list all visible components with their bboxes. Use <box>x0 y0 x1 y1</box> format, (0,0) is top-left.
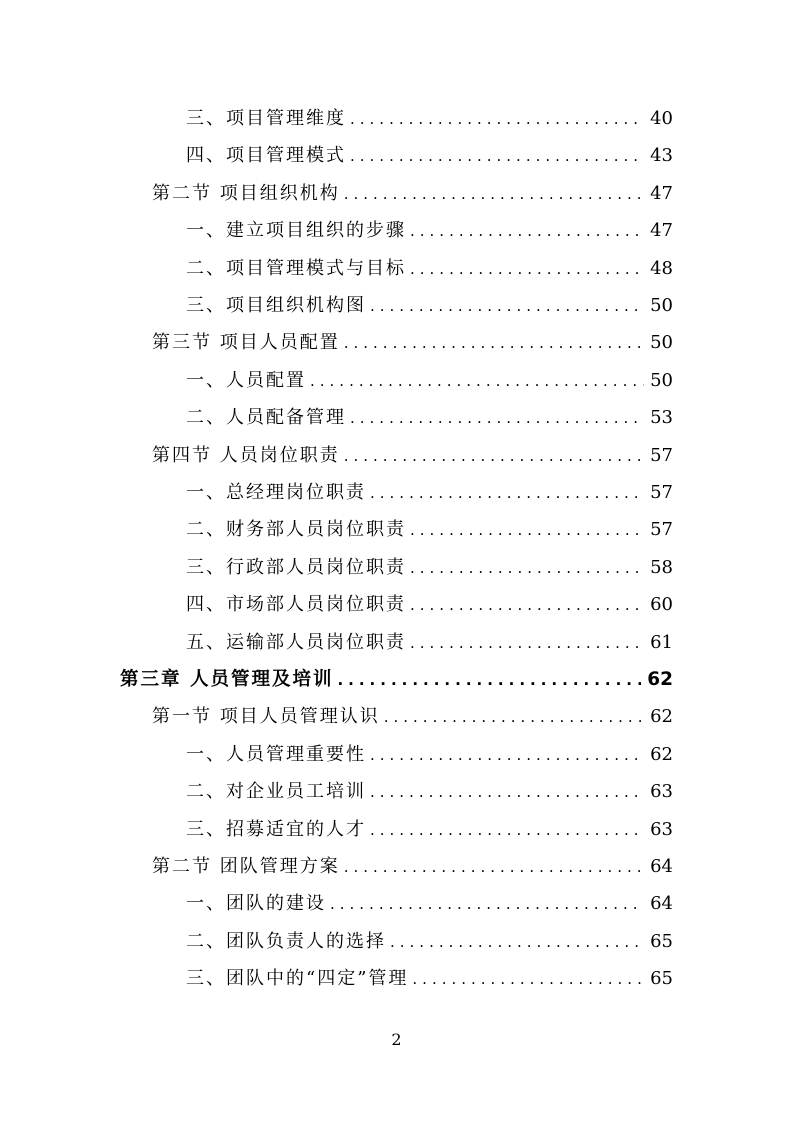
dot-leader <box>410 628 644 658</box>
toc-entry-label: 三、团队中的“四定”管理 <box>186 968 409 990</box>
toc-subsection-entry[interactable] <box>186 964 673 994</box>
toc-entry-label: 第二节 团队管理方案 <box>152 856 340 877</box>
dot-leader <box>310 366 644 396</box>
toc-entry-label: 一、人员配置 <box>186 369 306 391</box>
toc-entry-page-number: 53 <box>650 407 673 429</box>
toc-entry-page-number: 65 <box>650 930 673 952</box>
dot-leader <box>370 291 644 321</box>
toc-entry-label: 四、市场部人员岗位职责 <box>186 594 406 616</box>
toc-entry-page-number: 64 <box>650 856 673 877</box>
toc-entry-label: 四、项目管理模式 <box>186 145 346 167</box>
toc-entry-label: 一、建立项目组织的步骤 <box>186 220 406 242</box>
dot-leader <box>410 515 644 545</box>
toc-entry-label: 三、行政部人员岗位职责 <box>186 556 406 578</box>
toc-chapter-entry[interactable] <box>120 665 673 695</box>
dot-leader <box>350 141 644 171</box>
toc-subsection-entry[interactable] <box>186 291 673 321</box>
toc-entry-page-number: 47 <box>650 220 673 242</box>
dot-leader <box>370 740 644 770</box>
dot-leader <box>384 702 644 732</box>
toc-subsection-entry[interactable] <box>186 254 673 284</box>
toc-entry-page-number: 60 <box>650 594 673 616</box>
toc-entry-page-number: 50 <box>650 369 673 391</box>
dot-leader <box>330 889 644 919</box>
dot-leader <box>410 553 644 583</box>
toc-entry-label: 三、项目组织机构图 <box>186 295 366 316</box>
toc-entry-label: 五、运输部人员岗位职责 <box>186 631 406 653</box>
toc-entry-label: 第三节 项目人员配置 <box>152 332 340 354</box>
toc-entry-page-number: 62 <box>650 706 673 728</box>
toc-entry-page-number: 57 <box>650 519 673 541</box>
toc-entry-page-number: 58 <box>650 556 673 578</box>
toc-entry-label: 一、总经理岗位职责 <box>186 482 366 503</box>
toc-subsection-entry[interactable] <box>186 740 673 770</box>
toc-entry-page-number: 50 <box>650 332 673 354</box>
toc-entry-label: 二、对企业员工培训 <box>186 781 366 803</box>
toc-subsection-entry[interactable] <box>186 366 673 396</box>
toc-entry-label: 一、团队的建设 <box>186 893 326 915</box>
toc-entry-page-number: 47 <box>650 182 673 204</box>
toc-entry-label: 二、项目管理模式与目标 <box>186 257 406 279</box>
toc-entry-label: 二、财务部人员岗位职责 <box>186 519 406 541</box>
toc-subsection-entry[interactable] <box>186 628 673 658</box>
toc-entry-page-number: 48 <box>650 257 673 279</box>
toc-subsection-entry[interactable] <box>186 515 673 545</box>
toc-entry-label: 第四节 人员岗位职责 <box>152 444 340 466</box>
toc-entry-page-number: 64 <box>650 893 673 915</box>
toc-subsection-entry[interactable] <box>186 104 673 134</box>
toc-subsection-entry[interactable] <box>186 590 673 620</box>
toc-entry-label: 二、人员配备管理 <box>186 407 346 429</box>
toc-entry-page-number: 40 <box>650 108 673 129</box>
page-number: 2 <box>391 1030 402 1049</box>
toc-entry-label: 三、项目管理维度 <box>186 108 346 129</box>
toc-entry-page-number: 57 <box>650 444 673 466</box>
toc-subsection-entry[interactable] <box>186 141 673 171</box>
toc-entry-label: 一、人员管理重要性 <box>186 743 366 765</box>
toc-entry-page-number: 62 <box>647 669 673 690</box>
toc-entry-label: 第三章 人员管理及培训 <box>120 669 334 690</box>
dot-leader <box>350 104 644 134</box>
toc-entry-page-number: 43 <box>650 145 673 167</box>
toc-subsection-entry[interactable] <box>186 927 673 957</box>
toc-section-entry[interactable] <box>152 179 673 209</box>
dot-leader <box>344 441 644 471</box>
dot-leader <box>410 254 644 284</box>
toc-entry-page-number: 61 <box>650 631 673 653</box>
toc-subsection-entry[interactable] <box>186 478 673 508</box>
toc-entry-page-number: 62 <box>650 743 673 765</box>
toc-entry-label: 三、招募适宜的人才 <box>186 818 366 840</box>
toc-subsection-entry[interactable] <box>186 777 673 807</box>
toc-subsection-entry[interactable] <box>186 403 673 433</box>
toc-entry-page-number: 63 <box>650 818 673 840</box>
toc-entry-page-number: 63 <box>650 781 673 803</box>
toc-subsection-entry[interactable] <box>186 553 673 583</box>
toc-entry-label: 二、团队负责人的选择 <box>186 930 386 952</box>
dot-leader <box>370 777 644 807</box>
toc-entry-page-number: 57 <box>650 482 673 503</box>
toc-entry-label: 第二节 项目组织机构 <box>152 182 340 204</box>
toc-section-entry[interactable] <box>152 852 673 882</box>
dot-leader <box>344 179 644 209</box>
dot-leader <box>370 478 644 508</box>
dot-leader <box>390 927 644 957</box>
dot-leader <box>410 590 644 620</box>
toc-subsection-entry[interactable] <box>186 216 673 246</box>
dot-leader <box>410 216 644 246</box>
toc-entry-page-number: 65 <box>650 968 673 990</box>
dot-leader <box>350 403 644 433</box>
dot-leader <box>337 665 641 695</box>
toc-subsection-entry[interactable] <box>186 889 673 919</box>
toc-section-entry[interactable] <box>152 702 673 732</box>
dot-leader <box>370 815 644 845</box>
toc-section-entry[interactable] <box>152 328 673 358</box>
toc-subsection-entry[interactable] <box>186 815 673 845</box>
dot-leader <box>344 328 644 358</box>
dot-leader <box>412 964 644 994</box>
toc-section-entry[interactable] <box>152 441 673 471</box>
dot-leader <box>344 852 644 882</box>
toc-entry-label: 第一节 项目人员管理认识 <box>152 706 380 728</box>
toc-entry-page-number: 50 <box>650 295 673 316</box>
